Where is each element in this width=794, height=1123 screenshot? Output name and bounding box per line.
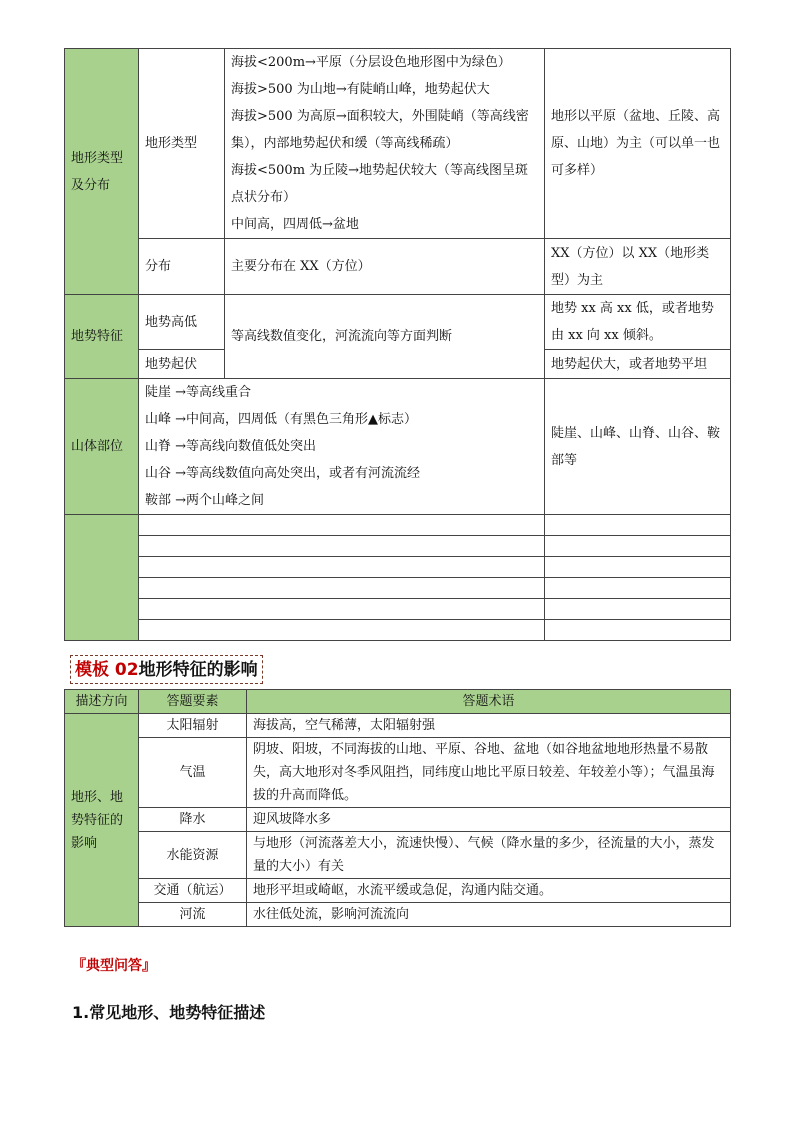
answer-element: 降水 bbox=[139, 808, 247, 832]
table-row bbox=[65, 808, 731, 832]
terrain-type-distribution-header: 地形类型及分布 bbox=[65, 49, 139, 295]
table-row bbox=[65, 515, 731, 536]
table-row bbox=[65, 620, 731, 641]
empty-header-cell bbox=[65, 515, 139, 641]
high-low-answer: 地势 xx 高 xx 低，或者地势由 xx 向 xx 倾斜。 bbox=[545, 295, 731, 350]
mountain-parts-content bbox=[139, 379, 545, 515]
terrain-type-line: 海拔<200m→平原（分层设色地形图中为绿色） bbox=[231, 55, 511, 70]
distribution-label: 分布 bbox=[139, 239, 225, 295]
answer-term: 地形平坦或崎岖，水流平缓或急促，沟通内陆交通。 bbox=[247, 879, 731, 903]
terrain-type-line: 海拔<500m 为丘陵→地势起伏较大（等高线图呈斑点状分布） bbox=[231, 163, 529, 205]
table-row bbox=[65, 557, 731, 578]
answer-term: 迎风坡降水多 bbox=[247, 808, 731, 832]
table-row bbox=[65, 379, 731, 515]
distribution-content: 主要分布在 XX（方位） bbox=[225, 239, 545, 295]
terrain-features-content: 等高线数值变化，河流流向等方面判断 bbox=[225, 295, 545, 379]
empty-cell bbox=[545, 599, 731, 620]
empty-cell bbox=[139, 515, 545, 536]
empty-cell bbox=[545, 620, 731, 641]
table-row bbox=[65, 239, 731, 295]
table-row bbox=[65, 599, 731, 620]
answer-term: 与地形（河流落差大小，流速快慢）、气候（降水量的多少，径流量的大小，蒸发量的大小）有关 bbox=[247, 832, 731, 879]
table-row bbox=[65, 49, 731, 239]
column-header: 描述方向 bbox=[65, 690, 139, 714]
high-low-label: 地势高低 bbox=[139, 295, 225, 350]
column-header: 答题要素 bbox=[139, 690, 247, 714]
mountain-part-line: 山脊 →等高线向数值低处突出 bbox=[145, 439, 317, 454]
empty-cell bbox=[545, 515, 731, 536]
table-row bbox=[65, 578, 731, 599]
table-row bbox=[65, 832, 731, 879]
table-header-row bbox=[65, 690, 731, 714]
empty-cell bbox=[139, 557, 545, 578]
empty-cell bbox=[139, 536, 545, 557]
answer-element: 水能资源 bbox=[139, 832, 247, 879]
table-row bbox=[65, 714, 731, 738]
mountain-part-line: 鞍部 →两个山峰之间 bbox=[145, 493, 265, 508]
terrain-type-line: 海拔>500 为高原→面积较大，外围陡峭（等高线密集），内部地势起伏和缓（等高线稀疏） bbox=[231, 109, 529, 151]
terrain-influence-table bbox=[64, 689, 731, 927]
answer-element: 气温 bbox=[139, 738, 247, 808]
answer-element: 太阳辐射 bbox=[139, 714, 247, 738]
template-02-heading bbox=[70, 655, 263, 684]
terrain-type-label: 地形类型 bbox=[139, 49, 225, 239]
empty-cell bbox=[545, 578, 731, 599]
table-row bbox=[65, 738, 731, 808]
empty-cell bbox=[545, 536, 731, 557]
empty-cell bbox=[545, 557, 731, 578]
table-row bbox=[65, 903, 731, 927]
answer-term: 阴坡、阳坡，不同海拔的山地、平原、谷地、盆地（如谷地盆地地形热量不易散失，高大地形对冬季风阻挡，同纬度山地比平原日较差、年较差小等）；气温虽海拔的升高而降低。 bbox=[247, 738, 731, 808]
answer-element: 交通（航运） bbox=[139, 879, 247, 903]
template-title: 地形特征的影响 bbox=[138, 660, 258, 680]
empty-cell bbox=[139, 599, 545, 620]
answer-term: 水往低处流，影响河流流向 bbox=[247, 903, 731, 927]
column-header: 答题术语 bbox=[247, 690, 731, 714]
mountain-parts-answer: 陡崖、山峰、山脊、山谷、鞍部等 bbox=[545, 379, 731, 515]
terrain-summary-table bbox=[64, 48, 731, 641]
section-title: 1.常见地形、地势特征描述 bbox=[72, 1003, 266, 1022]
terrain-features-header: 地势特征 bbox=[65, 295, 139, 379]
terrain-type-answer: 地形以平原（盆地、丘陵、高原、山地）为主（可以单一也可多样） bbox=[545, 49, 731, 239]
answer-element: 河流 bbox=[139, 903, 247, 927]
table-row bbox=[65, 879, 731, 903]
template-number: 模板 02 bbox=[75, 660, 139, 680]
undulation-answer: 地势起伏大，或者地势平坦 bbox=[545, 350, 731, 379]
empty-cell bbox=[139, 620, 545, 641]
mountain-part-line: 陡崖 →等高线重合 bbox=[145, 385, 252, 400]
terrain-type-content bbox=[225, 49, 545, 239]
undulation-label: 地势起伏 bbox=[139, 350, 225, 379]
distribution-answer: XX（方位）以 XX（地形类型）为主 bbox=[545, 239, 731, 295]
answer-term: 海拔高，空气稀薄，太阳辐射强 bbox=[247, 714, 731, 738]
mountain-part-line: 山谷 →等高线数值向高处突出，或者有河流流经 bbox=[145, 466, 421, 481]
terrain-type-line: 海拔>500 为山地→有陡峭山峰，地势起伏大 bbox=[231, 82, 490, 97]
mountain-part-line: 山峰 →中间高，四周低（有黑色三角形▲标志） bbox=[145, 412, 418, 427]
table-row bbox=[65, 295, 731, 350]
influence-group-label: 地形、地势特征的影响 bbox=[65, 714, 139, 927]
terrain-type-line: 中间高，四周低→盆地 bbox=[231, 217, 359, 232]
table-row bbox=[65, 536, 731, 557]
empty-cell bbox=[139, 578, 545, 599]
mountain-parts-header: 山体部位 bbox=[65, 379, 139, 515]
typical-answer-label: 『典型问答』 bbox=[72, 958, 156, 974]
